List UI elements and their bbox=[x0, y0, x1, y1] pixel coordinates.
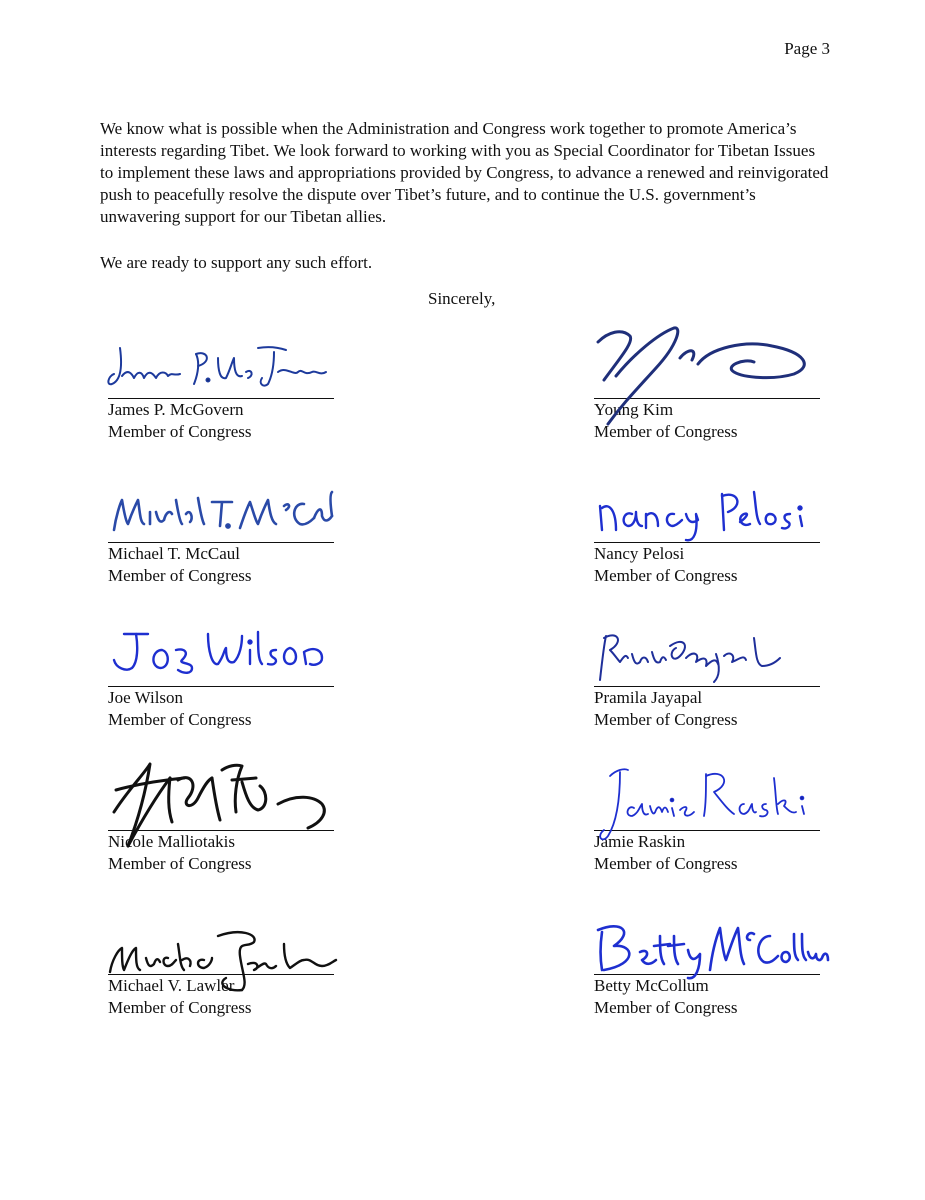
signature-block-lawler bbox=[108, 894, 336, 1019]
signature-line bbox=[594, 894, 820, 975]
signature-line bbox=[594, 318, 820, 399]
signatory-name: Michael T. McCaul bbox=[108, 544, 241, 563]
signatory-name: Young Kim bbox=[594, 400, 674, 419]
signature-line bbox=[594, 462, 820, 543]
signatory-title: Member of Congress bbox=[108, 566, 252, 585]
signature-block-mccaul bbox=[108, 462, 336, 587]
letter-body bbox=[100, 118, 830, 274]
signatory-name: Joe Wilson bbox=[108, 688, 184, 707]
signature-block-jayapal bbox=[594, 606, 822, 731]
signature-block-mccollum bbox=[594, 894, 822, 1019]
signature-malliotakis bbox=[108, 750, 338, 860]
signatory-name: Jamie Raskin bbox=[594, 832, 686, 851]
signatory-title: Member of Congress bbox=[594, 854, 738, 873]
body-paragraph: We are ready to support any such effort. bbox=[100, 253, 373, 272]
signatory-name: Nicole Malliotakis bbox=[108, 832, 236, 851]
signature-line bbox=[594, 750, 820, 831]
signature-line bbox=[108, 606, 334, 687]
signature-line bbox=[108, 462, 334, 543]
signature-block-malliotakis bbox=[108, 750, 336, 875]
closing: Sincerely, bbox=[428, 289, 496, 308]
signature-wilson bbox=[108, 606, 338, 686]
signatory-title: Member of Congress bbox=[108, 710, 252, 729]
signatory-name: Nancy Pelosi bbox=[594, 544, 685, 563]
signature-block-raskin bbox=[594, 750, 822, 875]
signatory-name: Michael V. Lawler bbox=[108, 976, 235, 995]
signatory-title: Member of Congress bbox=[594, 710, 738, 729]
signatory-title: Member of Congress bbox=[594, 422, 738, 441]
page-number: Page 3 bbox=[784, 39, 830, 58]
signature-block-pelosi bbox=[594, 462, 822, 587]
signatory-title: Member of Congress bbox=[594, 998, 738, 1017]
signature-jayapal bbox=[594, 606, 824, 686]
signature-pelosi bbox=[594, 462, 824, 542]
signature-line bbox=[108, 894, 334, 975]
signature-line bbox=[108, 318, 334, 399]
signature-mcgovern bbox=[108, 318, 338, 398]
signature-mccaul bbox=[108, 462, 338, 542]
signatory-title: Member of Congress bbox=[108, 422, 252, 441]
signatory-name: Betty McCollum bbox=[594, 976, 709, 995]
signature-block-kim bbox=[594, 318, 822, 443]
signatory-name: Pramila Jayapal bbox=[594, 688, 703, 707]
body-paragraph: We know what is possible when the Administration and Congress work together to promote America’s interests regarding Tibet. We look forward to working with you as Special Coordinator for Tibetan Issues to implement these laws and appropriations provided by Congress, to advance a renewed and reinvigorated push to peacefully resolve the dispute over Tibet’s future, and to continue the U.S. government’s unwavering support for our Tibetan allies. bbox=[100, 119, 829, 226]
signatory-title: Member of Congress bbox=[594, 566, 738, 585]
signature-raskin bbox=[594, 750, 824, 860]
signature-line bbox=[594, 606, 820, 687]
signatory-name: James P. McGovern bbox=[108, 400, 244, 419]
signatory-title: Member of Congress bbox=[108, 998, 252, 1017]
signature-lawler bbox=[108, 894, 338, 994]
signature-kim bbox=[594, 318, 824, 428]
signature-block-mcgovern bbox=[108, 318, 336, 443]
signature-mccollum bbox=[594, 894, 824, 984]
signature-block-wilson bbox=[108, 606, 336, 731]
signatory-title: Member of Congress bbox=[108, 854, 252, 873]
signature-line bbox=[108, 750, 334, 831]
